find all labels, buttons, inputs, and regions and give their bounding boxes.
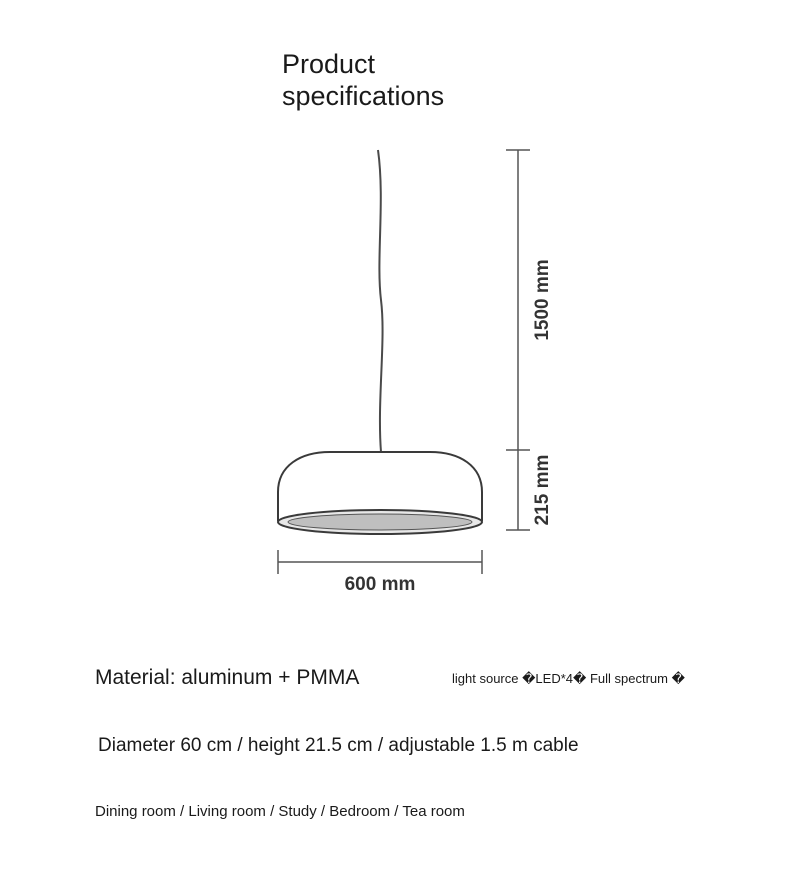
title-line-2: specifications xyxy=(282,81,445,111)
suitable-rooms: Dining room / Living room / Study / Bedroom / Tea room xyxy=(95,803,465,820)
suspension-cable xyxy=(378,150,383,452)
diameter-label: 600 mm xyxy=(344,574,416,595)
light-source-spec: light source �LED*4� Full spectrum � xyxy=(452,671,685,686)
cable-length-label: 1500 mm xyxy=(532,259,553,341)
lamp-diffuser xyxy=(288,514,472,530)
material-spec: Material: aluminum + PMMA xyxy=(95,666,360,689)
lamp-height-label: 215 mm xyxy=(532,454,553,526)
title-line-1: Product xyxy=(282,49,376,79)
dimensions-spec: Diameter 60 cm / height 21.5 cm / adjustable 1.5 m cable xyxy=(98,735,579,756)
